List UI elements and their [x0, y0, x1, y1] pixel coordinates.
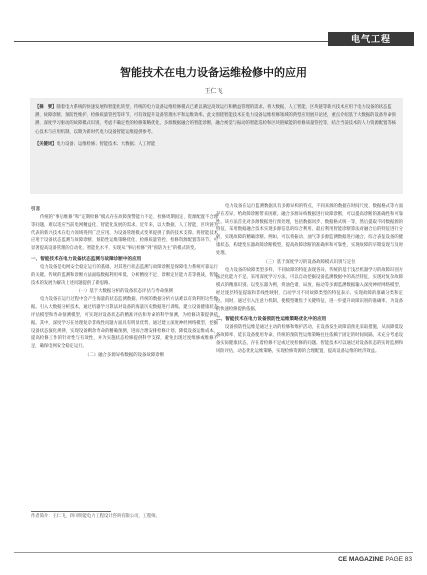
section-tag: 电气工程: [328, 32, 414, 46]
section1-sub2-paragraph: 电力设备在运行监测数据具有多源异构的特点，不同来源的数据在时间尺度、数据格式等方面存在差异，给故障诊断带来困难。融合多源异构数据进行故障诊断，可以提高诊断的准确性和可靠性。该方法首先对多源数据进行预处理，包括数据同步、数据格式统一等，然后提取不同数据源的特征，采用数据融合技术实现多源信息的综合利用，最后利用智能诊断算法对融合后的特征进行分析，实现故障的精确诊断。例如，可以将振动、油气等多源监测数据进行融合，综合表征设备的健康状态，构建变压器故障诊断模型，提高故障诊断的准确率和可靠性，实现故障的早期发现与及时处理。: [216, 204, 403, 256]
page-footer: [0, 556, 412, 563]
keywords-label: 【关键词】: [35, 140, 57, 146]
abstract-label: 【摘 要】: [35, 104, 57, 109]
section1-sub3-paragraph: 电力设备的故障类型多样，不同故障的特征表现各异，传统的基于浅层机器学习的故障识别方法泛化能力不足。采用深度学习方法，可以自动挖掘设备监测数据中的高层特征，实现对复杂故障模式的精准识别。以变压器为例，将油色谱、局放、振动等多源监测数据输入深度神经网络模型，经过逐层特征提取和非线性映射，自动学习不同故障类型的特征表示，实现故障的准确分类和定位。同时，通过引入注意力机制，使模型聚焦于关键特征，进一步提升故障识别的准确率，为设备的快速检修提供依据。: [216, 267, 403, 312]
section1-heading: 一、智能技术在电力设备状态监测与故障诊断中的应用: [31, 255, 142, 261]
abstract: [35, 103, 398, 137]
intro-paragraph: 传统的“事后维修”和“定期检修”模式存在故障预警能力不足、检修周期固定、资源配置不合理等问题，难以适应当前电网精益化、智能化发展的需求。近年来，以大数据、人工智能、区块链为代表的新兴技术在电力领域得到广泛应用，为设备管理模式变革提供了新的技术支撑。将智能技术应用于设备状态监测与故障诊断、预防性运维策略优化、检修质量管控、检修资源配置等环节，可显著提高设备管理的自动化、智能化水平，实现从“事后检修”到“预防为主”的模式转变。: [31, 215, 218, 252]
magazine-name: CE MAGAZINE: [338, 556, 384, 563]
author-footnote: 作者简介：王仁飞，四川明能电力工程设计咨询有限公司，工程师。: [31, 514, 160, 519]
abstract-box: [30, 98, 403, 194]
footnote-rule: [31, 511, 111, 512]
section2-heading: 二、智能技术在电力设备预防性运维策略优化中的应用: [216, 316, 327, 322]
section1-sub1-paragraph: 电力设备在运行过程中会产生海量的状态监测数据，传统的数据分析方法难以有效利用这些数据。引入大数据分析技术，通过机器学习算法对设备的海量历史数据进行训练，建立设备健康状态评估模型和寿命预测模型，可实现对设备状态的精准评估和寿命的科学预测，为检修决策提供依据。其中，深度学习在处理复杂非线性问题方面具有明显优势，通过建立深度神经网络模型，挖掘设备状态演化规律，实现设备剩余寿命的精确预测，进而合理安排检修计划，降低设备运维成本，提高检修工作的针对性与有效性，并为实施状态检修提供科学支撑，避免出现过度维修或维修不足，确保电网安全稳定运行。: [31, 297, 218, 350]
section1-sub1-heading: （一）基于大数据分析的设备状态评估与寿命预测: [76, 289, 173, 295]
section1-sub3-heading: （三）基于深度学习的设备故障模式识别与定位: [263, 259, 356, 265]
keywords-text: 电力设备；运维检修；智能技术；大数据；人工智能: [56, 141, 156, 147]
abstract-text: 随着电力系统的快速发展和智能化转型，传统的电力设备运维检修模式已难以满足高效运行和精益管理的需求。将大数据、人工智能、区块链等新兴技术应用于电力设备的状态监测、故障诊断、预防性维护、检修质量管控等环节，可有效提升设备管理水平和运维效率。此文围绕智能技术在电力设备运维检修领域的典型应用展开论述，重点介绍基于大数据的设备寿命预测、深度学习驱动的故障模式识别，考虑不确定性的检修策略优化，多源数据融合的智能诊断，融合视觉与振动的智能巡检和区块链赋能的检修质量管控等，结合当前技术的人力资源配置等核心技术与应用机制，以期为新时代电力设备智能运维提供参考。: [35, 105, 396, 135]
intro-heading: 引言: [31, 206, 41, 211]
article-author: 王仁飞: [204, 88, 223, 95]
keywords: [35, 140, 398, 149]
left-column: [31, 203, 218, 360]
right-column: [216, 203, 403, 356]
section1-sub2-heading: （二）融合多源异构数据的设备故障诊断: [84, 352, 165, 358]
page-number: PAGE 83: [385, 556, 412, 563]
section2-paragraph: 设备预防性运维是通过主动的检修和维护活动，在设备发生故障前预先采取措施，从而降低设备故障率、延长设备使用寿命。传统的预防性运维策略往往依赖于固定的时间间隔，未充分考虑设备实际健康状态，存在着检修不足或过度检修的问题。智能技术可以通过对设备状态的实时监测和风险评估，动态优化运维策略，实现检修资源的合理配置，提高设备运维的经济效益。: [216, 325, 403, 354]
article-title: 智能技术在电力设备运维检修中的应用: [120, 66, 307, 79]
section1-paragraph: 电力设备是电网安全稳定运行的基础，对其进行状态监测与故障诊断是保障电力系统可靠运行的关键。传统的监测和诊断方法面临数据利用率低、分析精度不足、诊断定位能力差等挑战，智能技术的发展为解决上述问题提供了新思路。: [31, 264, 218, 286]
footer-rule: [14, 552, 413, 553]
